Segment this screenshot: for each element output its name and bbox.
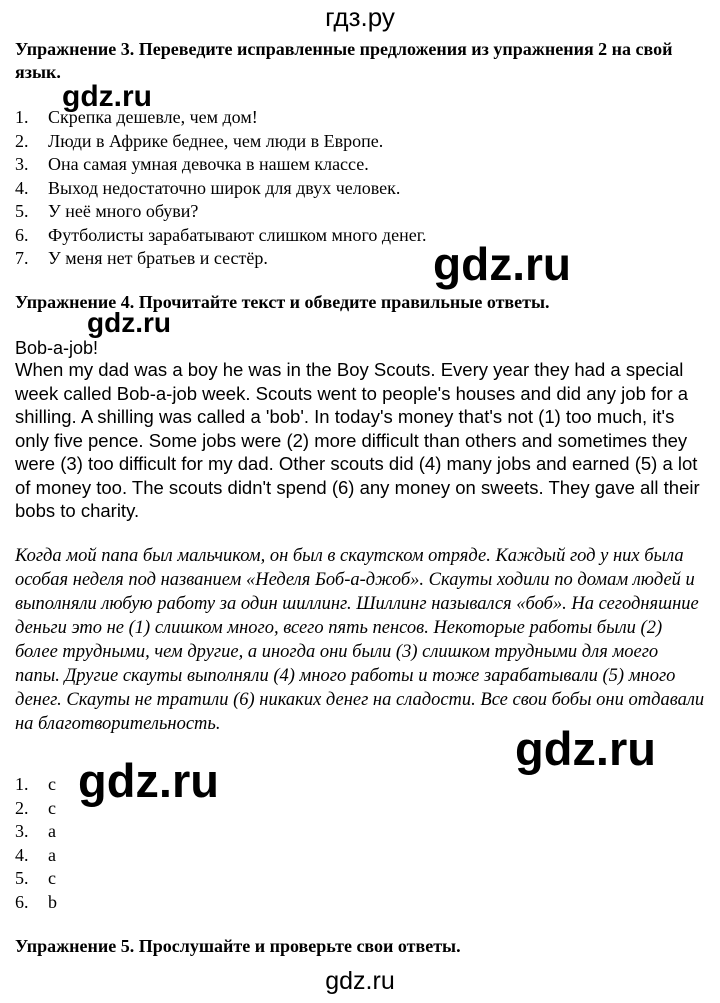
- answer-letter: c: [48, 774, 56, 794]
- item-number: 3.: [15, 154, 29, 174]
- answer-item: [15, 891, 57, 915]
- watermark: gdz.ru: [62, 80, 152, 113]
- item-text: Скрепка дешевле, чем дом!: [48, 107, 258, 127]
- answer-number: 2.: [15, 797, 29, 818]
- exercise-5-heading: Упражнение 5. Прослушайте и проверьте свои ответы.: [15, 936, 461, 956]
- list-item: [15, 200, 705, 224]
- answer-item: [15, 844, 57, 868]
- answer-letter: a: [48, 844, 56, 865]
- list-item: [15, 177, 705, 201]
- answer-letter: a: [48, 821, 56, 841]
- item-text: У меня нет братьев и сестёр.: [48, 248, 268, 268]
- story-text: When my dad was a boy he was in the Boy Scouts. Every year they had a special week called Bob-a-job week. Scouts went to people's houses and did any job for a shilling. A shilling was called a 'bob'. In today's money that's not (1) too much, it's only five pence. Some jobs were (2) more difficult than others and sometimes they were (3) too difficult for my dad. Other scouts did (4) many jobs and earned (5) a lot of money too. The scouts didn't spend (6) any money on sweets. They gave all their bobs to charity.: [15, 359, 700, 521]
- exercise-4-heading: Упражнение 4. Прочитайте текст и обведите правильные ответы.: [15, 292, 550, 312]
- answer-number: 3.: [15, 821, 29, 841]
- exercise-3-list: [15, 106, 705, 271]
- answer-letter: c: [48, 868, 56, 888]
- list-item: [15, 130, 705, 154]
- answer-letter: c: [48, 797, 56, 818]
- item-text: Люди в Африке беднее, чем люди в Европе.: [48, 130, 384, 151]
- item-text: Футболисты зарабатывают слишком много денег.: [48, 224, 427, 245]
- watermark: gdz.ru: [433, 238, 571, 290]
- item-number: 2.: [15, 130, 29, 151]
- answer-letter: b: [48, 891, 57, 912]
- answer-number: 4.: [15, 844, 29, 865]
- item-number: 5.: [15, 201, 29, 221]
- item-number: 1.: [15, 107, 29, 127]
- answer-item: [15, 797, 57, 821]
- watermark: gdz.ru: [87, 307, 171, 338]
- list-item: [15, 153, 705, 177]
- item-text: Она самая умная девочка в нашем классе.: [48, 154, 369, 174]
- story-translation: Когда мой папа был мальчиком, он был в скаутском отряде. Каждый год у них была особая неделя под названием «Неделя Боб-а-джоб». Скауты ходили по домам людей и выполняли любую работу за один шиллинг. Шиллинг назывался «боб». На сегодняшние деньги это не (1) слишком много, всего пять пенсов. Некоторые работы были (2) более трудными, чем другие, а иногда они были (3) слишком трудными для моего папы. Другие скауты выполняли (4) много работы и тоже зарабатывали (5) много денег. Скауты не тратили (6) никаких денег на сладости. Все свои бобы они отдавали на благотворительность.: [15, 546, 705, 734]
- watermark: gdz.ru: [515, 722, 656, 775]
- answer-list: [15, 773, 57, 914]
- item-number: 7.: [15, 248, 29, 268]
- story-title: Bob-a-job!: [15, 338, 99, 358]
- answer-item: [15, 773, 57, 797]
- item-number: 6.: [15, 224, 29, 245]
- item-text: Выход недостаточно широк для двух человек.: [48, 177, 401, 198]
- list-item: [15, 224, 705, 248]
- item-text: У неё много обуви?: [48, 201, 199, 221]
- answer-number: 5.: [15, 868, 29, 888]
- answer-item: [15, 867, 57, 891]
- answer-number: 1.: [15, 774, 29, 794]
- answer-item: [15, 820, 57, 844]
- watermark: gdz.ru: [78, 754, 219, 807]
- answer-number: 6.: [15, 891, 29, 912]
- item-number: 4.: [15, 177, 29, 198]
- site-header: гдз.ру: [325, 2, 395, 32]
- site-footer: gdz.ru: [325, 967, 395, 995]
- exercise-3-heading: Упражнение 3. Переведите исправленные предложения из упражнения 2 на свой язык.: [15, 39, 673, 82]
- list-item: [15, 247, 705, 271]
